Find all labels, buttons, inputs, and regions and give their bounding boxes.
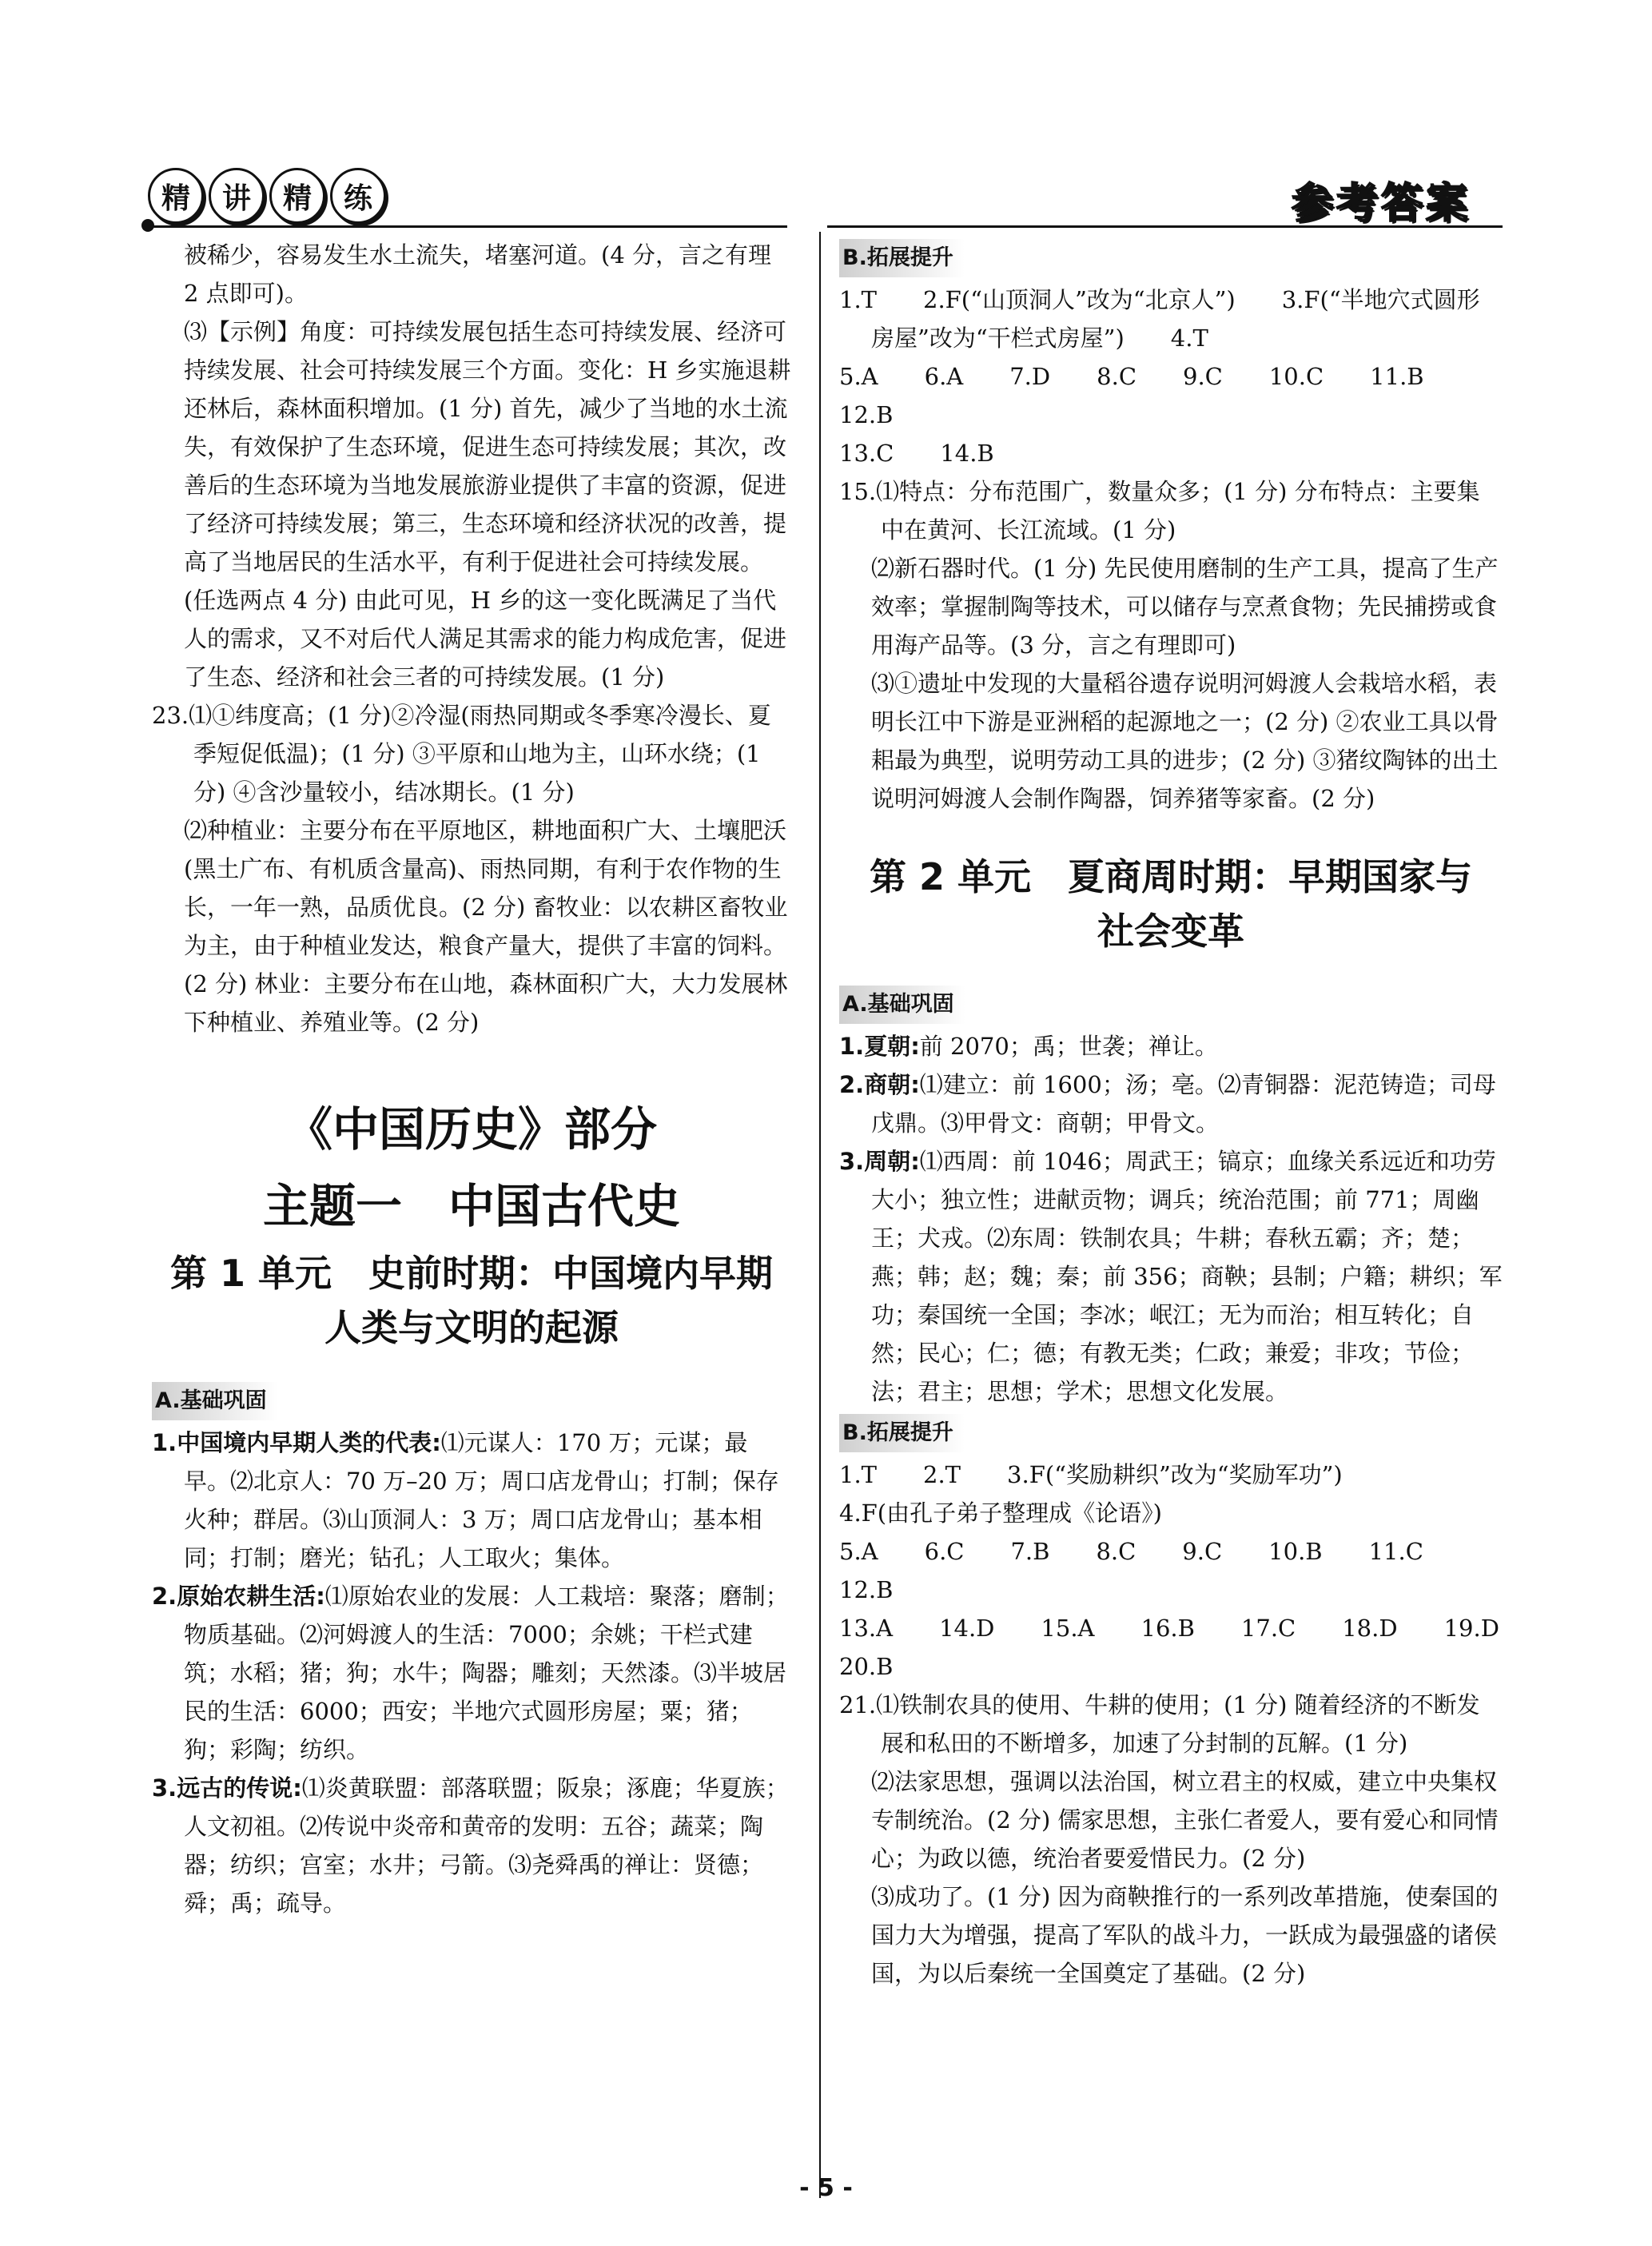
unit-2-title-line2: 社会变革 [1097,910,1244,953]
logo-char: 练 [330,168,386,224]
logo-char: 精 [269,168,325,224]
item-label: 3.周朝: [839,1148,920,1175]
logo-char: 精 [148,168,204,224]
answer-line: 1.T 2.F(“山顶洞人”改为“北京人”) 3.F(“半地穴式圆形房屋”改为“干栏式房屋”) 4.T [839,286,1480,352]
item-label: 1.夏朝: [839,1033,920,1060]
list-item [152,1424,791,1577]
item-text: 前 2070；禹；世袭；禅让。 [919,1033,1218,1060]
question-21-part1: 21.⑴铁制农具的使用、牛耕的使用；(1 分) 随着经济的不断发展和私田的不断增多，加速了分封制的瓦解。(1 分) [839,1691,1480,1757]
column-divider [819,232,821,2198]
list-item [839,1027,1503,1065]
page-number: - 5 - [799,2174,853,2202]
answer-line: 5.A 6.C 7.B 8.C 9.C 10.B 11.C 12.B [839,1538,1470,1603]
list-item [152,1577,791,1769]
theme-title: 主题一 中国古代史 [262,1179,680,1233]
question-23-part2: ⑵种植业：主要分布在平原地区，耕地面积广大、土壤肥沃(黑土广布、有机质含量高)、雨热同期，有利于农作物的生长，一年一熟，品质优良。(2 分) 畜牧业：以农耕区畜牧业为主，由于种植业发达，粮食产量大，提供了丰富的饲料。(2 分) 林业：主要分布在山地，森林面积广大，大力发展林下种植业、养殖业等。(2 分) [184,817,788,1036]
list-item [839,1142,1503,1411]
logo-char: 讲 [209,168,265,224]
item-text: ⑴原始农业的发展：人工栽培：聚落；磨制；物质基础。⑵河姆渡人的生活：7000；余姚；干栏式建筑；水稻；猪；狗；水牛；陶器；雕刻；天然漆。⑶半坡居民的生活：6000；西安；半地穴式圆形房屋；粟；猪；狗；彩陶；纺织。 [184,1583,789,1763]
answer-line: 20.B [839,1653,894,1680]
question-23-part1: 23.⑴①纬度高；(1 分)②冷湿(雨热同期或冬季寒冷漫长、夏季短促低温)；(1 分) ③平原和山地为主，山环水绕；(1 分) ④含沙量较小，结冰期长。(1 分) [152,702,771,806]
answer-text: ⑶【示例】角度：可持续发展包括生态可持续发展、经济可持续发展、社会可持续发展三个方面。变化：H 乡实施退耕还林后，森林面积增加。(1 分) 首先，减少了当地的水土流失，有效保护了生态环境，促进生态可持续发展；其次，改善后的生态环境为当地发展旅游业提供了丰富的资源，促进了经济可持续发展；第三，生态环境和经济状况的改善，提高了当地居民的生活水平，有利于促进社会可持续发展。(任选两点 4 分) 由此可见，H 乡的这一变化既满足了当代人的需求，又不对后代人满足其需求的能力构成危害，促进了生态、经济和社会三者的可持续发展。(1 分) [184,318,791,691]
answer-text: 被稀少，容易发生水土流失，堵塞河道。(4 分，言之有理 2 点即可)。 [184,241,771,307]
section-label-basic: A.基础巩固 [152,1382,278,1420]
header-answers-title: 参考答案 [1291,180,1471,228]
series-logo [148,168,386,224]
question-15-part3: ⑶①遗址中发现的大量稻谷遗存说明河姆渡人会栽培水稻，表明长江中下游是亚洲稻的起源地之一；(2 分) ②农业工具以骨耜最为典型，说明劳动工具的进步；(2 分) ③猪纹陶钵的出土说明河姆渡人会制作陶器，饲养猪等家畜。(2 分) [871,670,1499,812]
unit-2-title-line1: 第 2 单元 夏商周时期：早期国家与 [869,855,1473,898]
left-column [152,236,791,1922]
item-label: 1.中国境内早期人类的代表: [152,1429,441,1456]
list-item [839,1065,1503,1142]
question-15-part2: ⑵新石器时代。(1 分) 先民使用磨制的生产工具，提高了生产效率；掌握制陶等技术，可以储存与烹煮食物；先民捕捞或食用海产品等。(3 分，言之有理即可) [871,555,1499,659]
item-text: ⑴炎黄联盟：部落联盟；阪泉；涿鹿；华夏族；人文初祖。⑵传说中炎帝和黄帝的发明：五谷；蔬菜；陶器；纺织；宫室；水井；弓箭。⑶尧舜禹的禅让：贤德；舜；禹；疏导。 [184,1774,789,1917]
part-title: 《中国历史》部分 [285,1102,657,1157]
list-item [152,1769,791,1922]
item-label: 2.原始农耕生活: [152,1583,325,1610]
section-label-extension: B.拓展提升 [839,239,965,277]
answer-line: 13.A 14.D 15.A 16.B 17.C 18.D 19.D [839,1615,1499,1642]
item-text: ⑴西周：前 1046；周武王；镐京；血缘关系远近和功劳大小；独立性；进献贡物；调兵；统治范围；前 771；周幽王；犬戎。⑵东周：铁制农具；牛耕；春秋五霸；齐；楚；燕；韩；赵；魏；秦；前 356；商鞅；县制；户籍；耕织；军功；秦国统一全国；李冰；岷江；无为而治；相互转化；自然；民心；仁；德；有教无类；仁政；兼爱；非攻；节俭；法；君主；思想；学术；思想文化发展。 [871,1148,1503,1405]
question-21-part2: ⑵法家思想，强调以法治国，树立君主的权威，建立中央集权专制统治。(2 分) 儒家思想，主张仁者爱人，要有爱心和同情心；为政以德，统治者要爱惜民力。(2 分) [871,1768,1499,1872]
question-21-part3: ⑶成功了。(1 分) 因为商鞅推行的一系列改革措施，使秦国的国力大为增强，提高了军队的战斗力，一跃成为最强盛的诸侯国，为以后秦统一全国奠定了基础。(2 分) [871,1883,1499,1987]
answer-line: 4.F(由孔子弟子整理成《论语》) [839,1499,1162,1527]
section-label-extension: B.拓展提升 [839,1414,965,1452]
item-text: ⑴元谋人：170 万；元谋；最早。⑵北京人：70 万–20 万；周口店龙骨山；打制；保存火种；群居。⑶山顶洞人：3 万；周口店龙骨山；基本相同；打制；磨光；钻孔；人工取火；集体。 [184,1429,779,1571]
section-label-basic: A.基础巩固 [839,986,965,1024]
item-text: ⑴建立：前 1600；汤；亳。⑵青铜器：泥范铸造；司母戊鼎。⑶甲骨文：商朝；甲骨文。 [871,1071,1496,1137]
right-column [839,236,1503,1993]
item-label: 3.远古的传说: [152,1774,302,1802]
header-rule-left [148,225,787,228]
question-15-part1: 15.⑴特点：分布范围广，数量众多；(1 分) 分布特点：主要集中在黄河、长江流域。(1 分) [839,478,1480,544]
unit-1-title-line2: 人类与文明的起源 [324,1306,619,1349]
unit-1-title-line1: 第 1 单元 史前时期：中国境内早期 [169,1252,774,1295]
page-header [148,168,1503,232]
answer-line: 13.C 14.B [839,440,994,467]
answer-line: 1.T 2.T 3.F(“奖励耕织”改为“奖励军功”) [839,1461,1343,1488]
item-label: 2.商朝: [839,1071,920,1098]
answer-line: 5.A 6.A 7.D 8.C 9.C 10.C 11.B 12.B [839,363,1471,428]
